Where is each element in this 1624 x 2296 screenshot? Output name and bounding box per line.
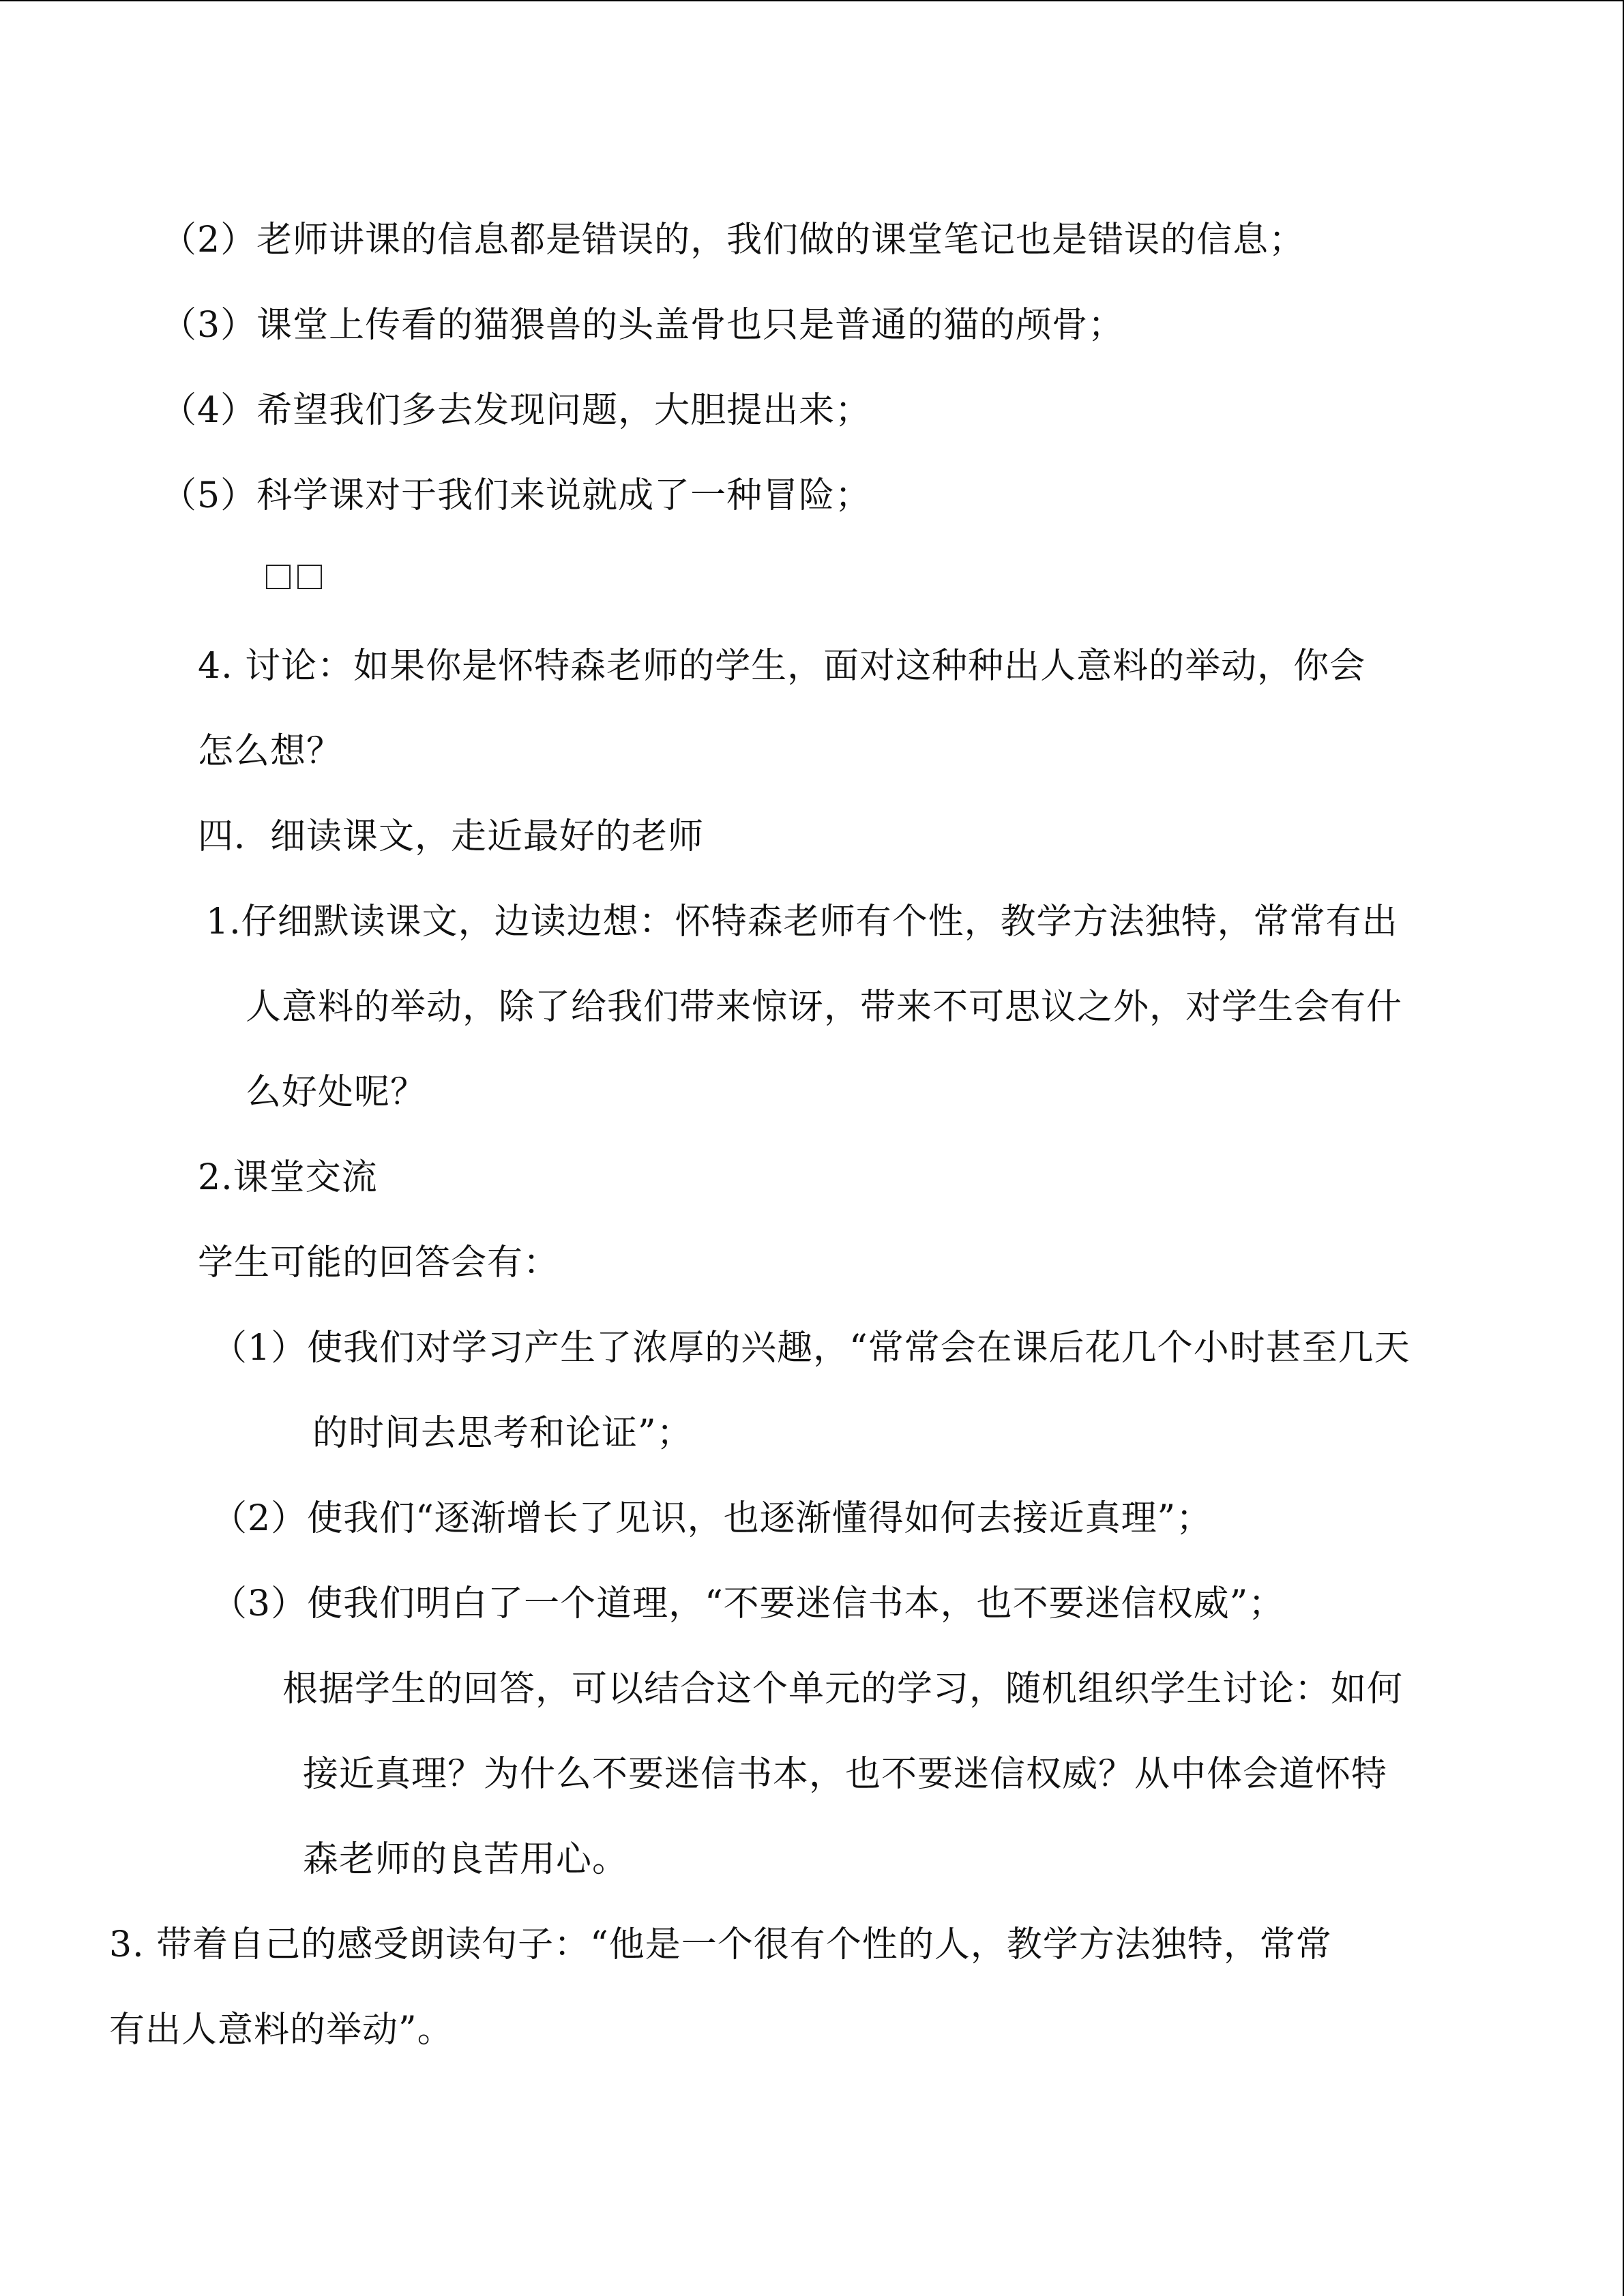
placeholder-boxes	[266, 565, 322, 589]
discussion-question: 4. 讨论：如果你是怀特森老师的学生，面对这种种出人意料的举动，你会	[198, 646, 1366, 687]
list-item-3: （3）课堂上传看的猫猥兽的头盖骨也只是普通的猫的颅骨；	[161, 305, 1125, 346]
step-3-text: 3. 带着自己的感受朗读句子：“他是一个很有个性的人，教学方法独特，常常	[109, 1924, 1332, 1965]
list-item-5: （5）科学课对于我们来说就成了一种冒险；	[161, 475, 872, 516]
guidance-paragraph-cont2: 森老师的良苦用心。	[303, 1839, 629, 1880]
step-2-heading: 2.课堂交流	[198, 1157, 378, 1198]
answer-1: （1）使我们对学习产生了浓厚的兴趣，“常常会在课后花几个小时甚至几天	[211, 1328, 1411, 1369]
guidance-paragraph-cont: 接近真理？为什么不要迷信书本，也不要迷信权威？从中体会道怀特	[303, 1754, 1388, 1795]
step-1-text-cont: 人意料的举动，除了给我们带来惊讶，带来不可思议之外，对学生会有什	[246, 987, 1403, 1028]
empty-box-icon	[266, 565, 291, 589]
answer-2: （2）使我们“逐渐增长了见识，也逐渐懂得如何去接近真理”；	[211, 1498, 1213, 1539]
list-item-2: （2）老师讲课的信息都是错误的，我们做的课堂笔记也是错误的信息；	[161, 220, 1305, 260]
discussion-question-cont: 怎么想？	[198, 731, 343, 772]
answer-3: （3）使我们明白了一个道理，“不要迷信书本，也不要迷信权威”；	[211, 1583, 1285, 1624]
answers-intro: 学生可能的回答会有：	[198, 1242, 560, 1283]
empty-box-icon	[297, 565, 322, 589]
section-heading: 四．细读课文，走近最好的老师	[198, 816, 705, 857]
step-1-text-cont2: 么好处呢？	[246, 1072, 427, 1113]
answer-1-cont: 的时间去思考和论证”；	[312, 1413, 693, 1454]
list-item-4: （4）希望我们多去发现问题，大胆提出来；	[161, 390, 872, 431]
guidance-paragraph: 根据学生的回答，可以结合这个单元的学习，随机组织学生讨论：如何	[282, 1669, 1404, 1710]
step-1-text: 1.仔细默读课文，边读边想：怀特森老师有个性，教学方法独特，常常有出	[206, 901, 1398, 942]
step-3-text-cont: 有出人意料的举动”。	[109, 2010, 454, 2051]
